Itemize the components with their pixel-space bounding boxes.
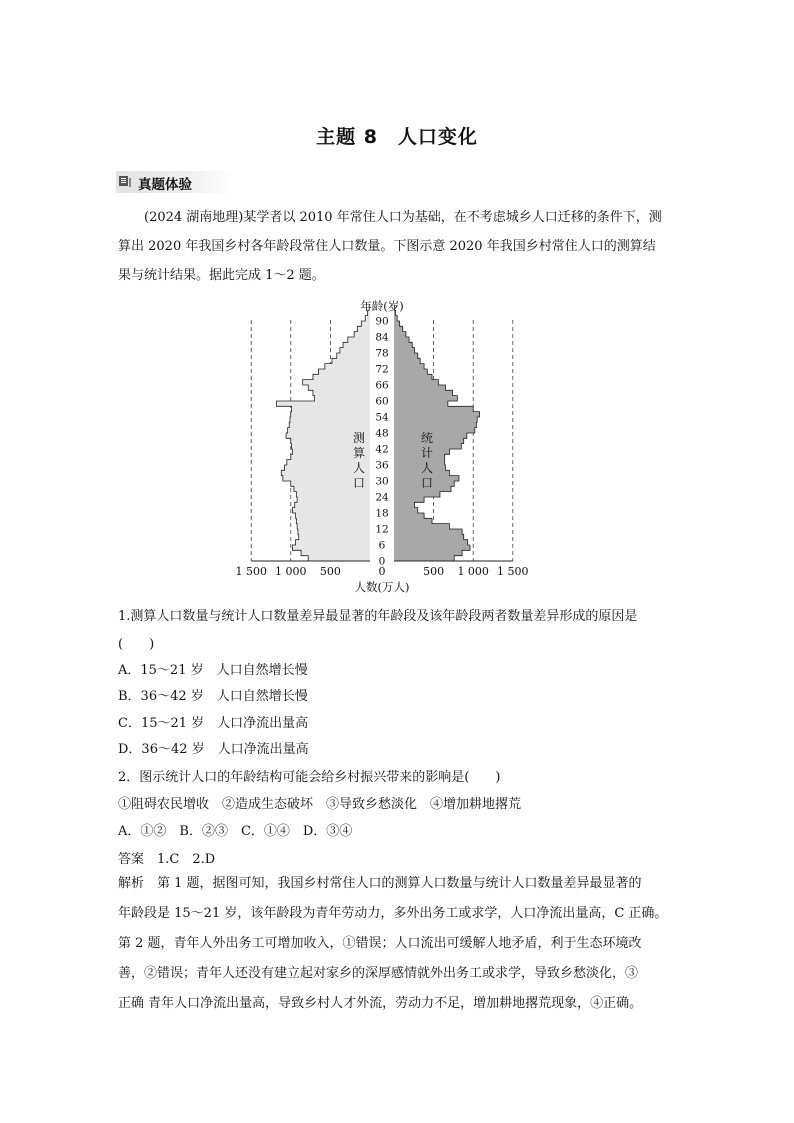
bar-estimated bbox=[296, 518, 370, 524]
bar-statistical bbox=[394, 545, 470, 551]
bar-statistical bbox=[394, 364, 424, 370]
bar-statistical bbox=[394, 454, 445, 460]
bar-statistical bbox=[394, 465, 445, 471]
age-tick-label: 66 bbox=[375, 379, 389, 392]
question-2-items: ①阻碍农民增收 ②造成生态破坏 ③导致乡愁淡化 ④增加耕地撂荒 bbox=[118, 797, 522, 812]
bar-statistical bbox=[394, 529, 462, 535]
age-tick-label: 84 bbox=[375, 331, 389, 344]
bar-estimated bbox=[292, 545, 370, 551]
x-tick-label: 0 bbox=[378, 565, 386, 578]
bar-statistical bbox=[394, 502, 415, 508]
bar-statistical bbox=[394, 497, 424, 503]
bar-estimated bbox=[340, 348, 370, 354]
bar-statistical bbox=[394, 518, 432, 524]
section-header bbox=[116, 171, 234, 193]
bar-statistical bbox=[394, 369, 427, 375]
bar-statistical bbox=[394, 353, 418, 359]
age-tick-label: 18 bbox=[375, 507, 389, 520]
bar-statistical bbox=[394, 513, 424, 519]
bar-estimated bbox=[297, 497, 370, 503]
age-tick-label: 78 bbox=[375, 347, 389, 360]
bar-statistical bbox=[394, 321, 400, 327]
bar-statistical bbox=[394, 460, 445, 466]
bar-statistical bbox=[394, 316, 397, 322]
bar-statistical bbox=[394, 406, 473, 412]
age-tick-label: 60 bbox=[375, 395, 389, 408]
question-1-bracket: ( ) bbox=[118, 637, 155, 652]
age-tick-label: 6 bbox=[378, 539, 386, 552]
bar-statistical bbox=[394, 374, 432, 380]
x-tick-label: 500 bbox=[319, 565, 341, 578]
page-title: 主题 8 人口变化 bbox=[316, 126, 478, 148]
bar-statistical bbox=[394, 534, 464, 540]
x-axis-title: 人数(万人) bbox=[354, 580, 410, 594]
bar-statistical bbox=[394, 524, 449, 530]
q1-option-d: D．36～42 岁 人口净流出量高 bbox=[118, 742, 309, 757]
bar-statistical bbox=[394, 380, 438, 386]
q1-option-c: C．15～21 岁 人口净流出量高 bbox=[118, 716, 309, 731]
bar-estimated bbox=[313, 374, 370, 380]
x-tick-label: 1 000 bbox=[275, 565, 307, 578]
bar-statistical bbox=[394, 540, 468, 546]
answer-line: 答案 1.C 2.D bbox=[118, 852, 216, 867]
bar-estimated bbox=[296, 513, 370, 519]
analysis-line: 年龄段是 15～21 岁，该年龄段为青年劳动力，多外出务工或求学，人口净流出量高，C 正确。 bbox=[118, 906, 668, 921]
x-tick-label: 1 500 bbox=[497, 565, 529, 578]
bar-statistical bbox=[394, 332, 406, 338]
age-tick-label: 54 bbox=[375, 411, 389, 424]
bar-estimated bbox=[277, 401, 370, 407]
age-tick-label: 0 bbox=[378, 555, 386, 568]
q1-option-b: B．36～42 岁 人口自然增长慢 bbox=[118, 689, 308, 704]
age-tick-label: 30 bbox=[375, 475, 389, 488]
bar-estimated bbox=[295, 502, 370, 508]
bar-statistical bbox=[394, 492, 440, 498]
series-label-statistical: 计 bbox=[420, 446, 434, 460]
bar-estimated bbox=[354, 332, 370, 338]
bar-statistical bbox=[394, 428, 475, 434]
bar-estimated bbox=[337, 353, 370, 359]
bar-estimated bbox=[357, 326, 370, 332]
bar-estimated bbox=[319, 369, 370, 375]
bar-estimated bbox=[289, 422, 370, 428]
series-label-estimated: 口 bbox=[352, 476, 366, 490]
series-label-statistical: 统 bbox=[420, 431, 434, 445]
bar-estimated bbox=[332, 358, 370, 364]
y-axis-title: 年龄(岁) bbox=[360, 299, 404, 313]
age-tick-label: 90 bbox=[375, 315, 389, 328]
analysis-line: 解析 第 1 题，据图可知，我国乡村常住人口的测算人口数量与统计人口数量差异最显著的 bbox=[118, 876, 642, 891]
analysis-line: 第 2 题，青年人外出务工可增加收入，①错误；人口流出可缓解人地矛盾，利于生态环境改 bbox=[118, 936, 642, 951]
age-tick-label: 12 bbox=[375, 523, 389, 536]
age-tick-label: 42 bbox=[375, 443, 389, 456]
bar-estimated bbox=[296, 492, 370, 498]
bar-statistical bbox=[394, 358, 420, 364]
age-tick-label: 24 bbox=[375, 491, 389, 504]
intro-line: 果与统计结果。据此完成 1～2 题。 bbox=[118, 268, 325, 283]
bar-estimated bbox=[292, 508, 370, 514]
bar-statistical bbox=[394, 508, 418, 514]
bar-estimated bbox=[298, 529, 370, 535]
bar-estimated bbox=[308, 385, 370, 391]
analysis-text bbox=[118, 869, 678, 1019]
question-2-options: A．①② B．②③ C．①④ D．③④ bbox=[118, 824, 353, 839]
analysis-line: 正确 青年人口净流出量高，导致乡村人才外流，劳动力不足，增加耕地撂荒现象，④正确。 bbox=[118, 996, 643, 1011]
analysis-line: 善，②错误；青年人还没有建立起对家乡的深厚感情就外出务工或求学，导致乡愁淡化，③ bbox=[118, 966, 639, 981]
section-label: 真题体验 bbox=[138, 177, 192, 193]
bar-estimated bbox=[299, 534, 370, 540]
bar-statistical bbox=[394, 390, 453, 396]
bar-estimated bbox=[325, 364, 370, 370]
bar-estimated bbox=[296, 540, 370, 546]
intro-line: 算出 2020 年我国乡村各年龄段常住人口数量。下图示意 2020 年我国乡村常住人口的测算结 bbox=[118, 239, 656, 254]
age-tick-label: 36 bbox=[375, 459, 389, 472]
age-tick-label: 48 bbox=[375, 427, 389, 440]
population-pyramid-chart bbox=[235, 296, 550, 596]
bar-statistical bbox=[394, 417, 477, 423]
bar-statistical bbox=[394, 342, 412, 348]
bar-statistical bbox=[394, 550, 462, 556]
bar-estimated bbox=[303, 380, 370, 386]
bar-statistical bbox=[394, 396, 457, 402]
series-label-estimated: 算 bbox=[352, 446, 366, 460]
bar-statistical bbox=[394, 348, 415, 354]
age-tick-label: 72 bbox=[375, 363, 389, 376]
bar-estimated bbox=[361, 321, 370, 327]
bar-estimated bbox=[301, 550, 370, 556]
bar-estimated bbox=[343, 342, 370, 348]
bar-statistical bbox=[394, 337, 409, 343]
bar-estimated bbox=[348, 337, 370, 343]
x-tick-label: 1 500 bbox=[235, 565, 267, 578]
bar-estimated bbox=[297, 524, 370, 530]
bar-estimated bbox=[315, 396, 370, 402]
intro-line: (2024 湖南地理)某学者以 2010 年常住人口为基础，在不考虑城乡人口迁移的条件下，测 bbox=[144, 210, 662, 225]
bar-estimated bbox=[313, 390, 370, 396]
series-label-statistical: 口 bbox=[420, 476, 434, 490]
q1-option-a: A．15～21 岁 人口自然增长慢 bbox=[118, 663, 308, 678]
intro-text bbox=[118, 203, 678, 290]
question-1-stem: 1.测算人口数量与统计人口数量差异最显著的年龄段及该年龄段两者数量差异形成的原因是 bbox=[118, 609, 638, 624]
series-label-statistical: 人 bbox=[420, 461, 434, 475]
bar-statistical bbox=[394, 385, 445, 391]
bar-statistical bbox=[394, 422, 476, 428]
x-tick-label: 500 bbox=[423, 565, 445, 578]
bar-estimated bbox=[365, 316, 370, 322]
bar-statistical bbox=[394, 401, 448, 407]
x-tick-label: 1 000 bbox=[457, 565, 489, 578]
series-label-estimated: 测 bbox=[352, 431, 366, 445]
bar-estimated bbox=[290, 417, 370, 423]
bar-estimated bbox=[291, 412, 370, 418]
bar-statistical bbox=[394, 412, 480, 418]
bar-estimated bbox=[292, 406, 370, 412]
series-label-estimated: 人 bbox=[352, 461, 366, 475]
document-icon bbox=[119, 176, 131, 187]
question-2-stem: 2．图示统计人口的年龄结构可能会给乡村振兴带来的影响是( ) bbox=[118, 770, 501, 785]
bar-statistical bbox=[394, 326, 403, 332]
